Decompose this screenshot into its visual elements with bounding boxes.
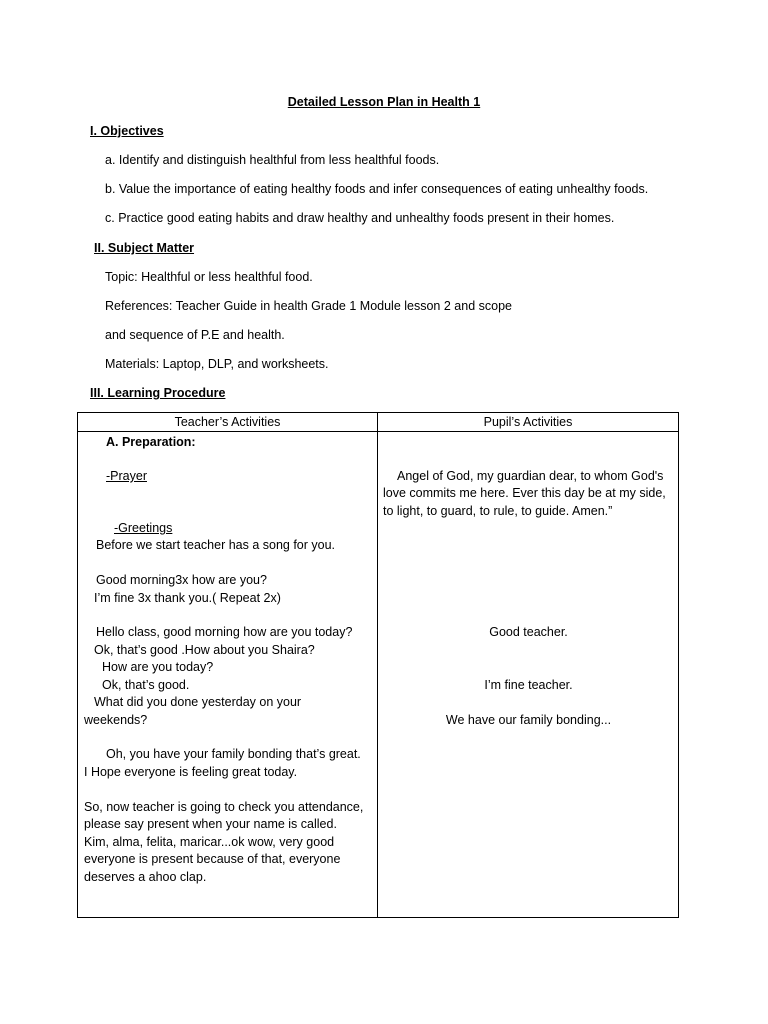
topic-text: Topic: Healthful or less healthful food. [105,270,313,284]
teacher-line: Hello class, good morning how are you today? [96,625,353,639]
teacher-line: weekends? [84,713,148,727]
subject-matter-heading: II. Subject Matter [94,241,195,255]
objective-c: c. Practice good eating habits and draw healthy and unhealthy foods present in their homes. [105,211,615,225]
teacher-line: Ok, that’s good .How about you Shaira? [94,643,315,657]
pupil-response-family-bonding: We have our family bonding... [445,713,612,727]
pupil-response-good-teacher: Good teacher. [489,625,568,639]
teacher-line: everyone is present because of that, everyone [84,852,341,866]
pupil-activities-cell [378,432,679,918]
teacher-line: How are you today? [102,660,214,674]
greetings-label: -Greetings [114,521,173,535]
prayer-text-line: love commits me here. Ever this day be at my side, [383,486,666,500]
objective-a: a. Identify and distinguish healthful from less healthful foods. [105,153,440,167]
references-line-1: References: Teacher Guide in health Grade 1 Module lesson 2 and scope [105,299,512,313]
teacher-line: deserves a ahoo clap. [84,870,207,884]
pupil-activities-header: Pupil’s Activities [378,413,679,432]
teacher-activities-cell [78,432,378,918]
table-row [78,432,679,918]
teacher-line: please say present when your name is called. [84,817,337,831]
teacher-line: I Hope everyone is feeling great today. [84,765,298,779]
teacher-activities-header: Teacher’s Activities [78,413,378,432]
teacher-line: Ok, that’s good. [102,678,190,692]
teacher-line: Kim, alma, felita, maricar...ok wow, very good [84,835,335,849]
prayer-label: -Prayer [106,469,147,483]
teacher-line: I’m fine 3x thank you.( Repeat 2x) [94,591,281,605]
page-title: Detailed Lesson Plan in Health 1 [287,95,481,109]
references-line-2: and sequence of P.E and health. [105,328,285,342]
learning-procedure-heading: III. Learning Procedure [90,386,226,400]
teacher-line: Before we start teacher has a song for you. [96,538,336,552]
objectives-heading: I. Objectives [90,124,164,138]
table-header-row [78,413,679,432]
pupil-response-fine-teacher: I’m fine teacher. [484,678,573,692]
teacher-line: So, now teacher is going to check you attendance, [84,800,364,814]
teacher-line: Good morning3x how are you? [96,573,267,587]
materials-text: Materials: Laptop, DLP, and worksheets. [105,357,329,371]
preparation-heading: A. Preparation: [106,435,196,449]
objective-b: b. Value the importance of eating healthy foods and infer consequences of eating unhealthy foods. [105,182,649,196]
teacher-line: What did you done yesterday on your [94,695,302,709]
teacher-line: Oh, you have your family bonding that’s great. [106,747,361,761]
prayer-text-line: to light, to guard, to rule, to guide. Amen.” [383,504,613,518]
activities-table [77,412,679,918]
prayer-text-line: Angel of God, my guardian dear, to whom God's [397,469,664,483]
